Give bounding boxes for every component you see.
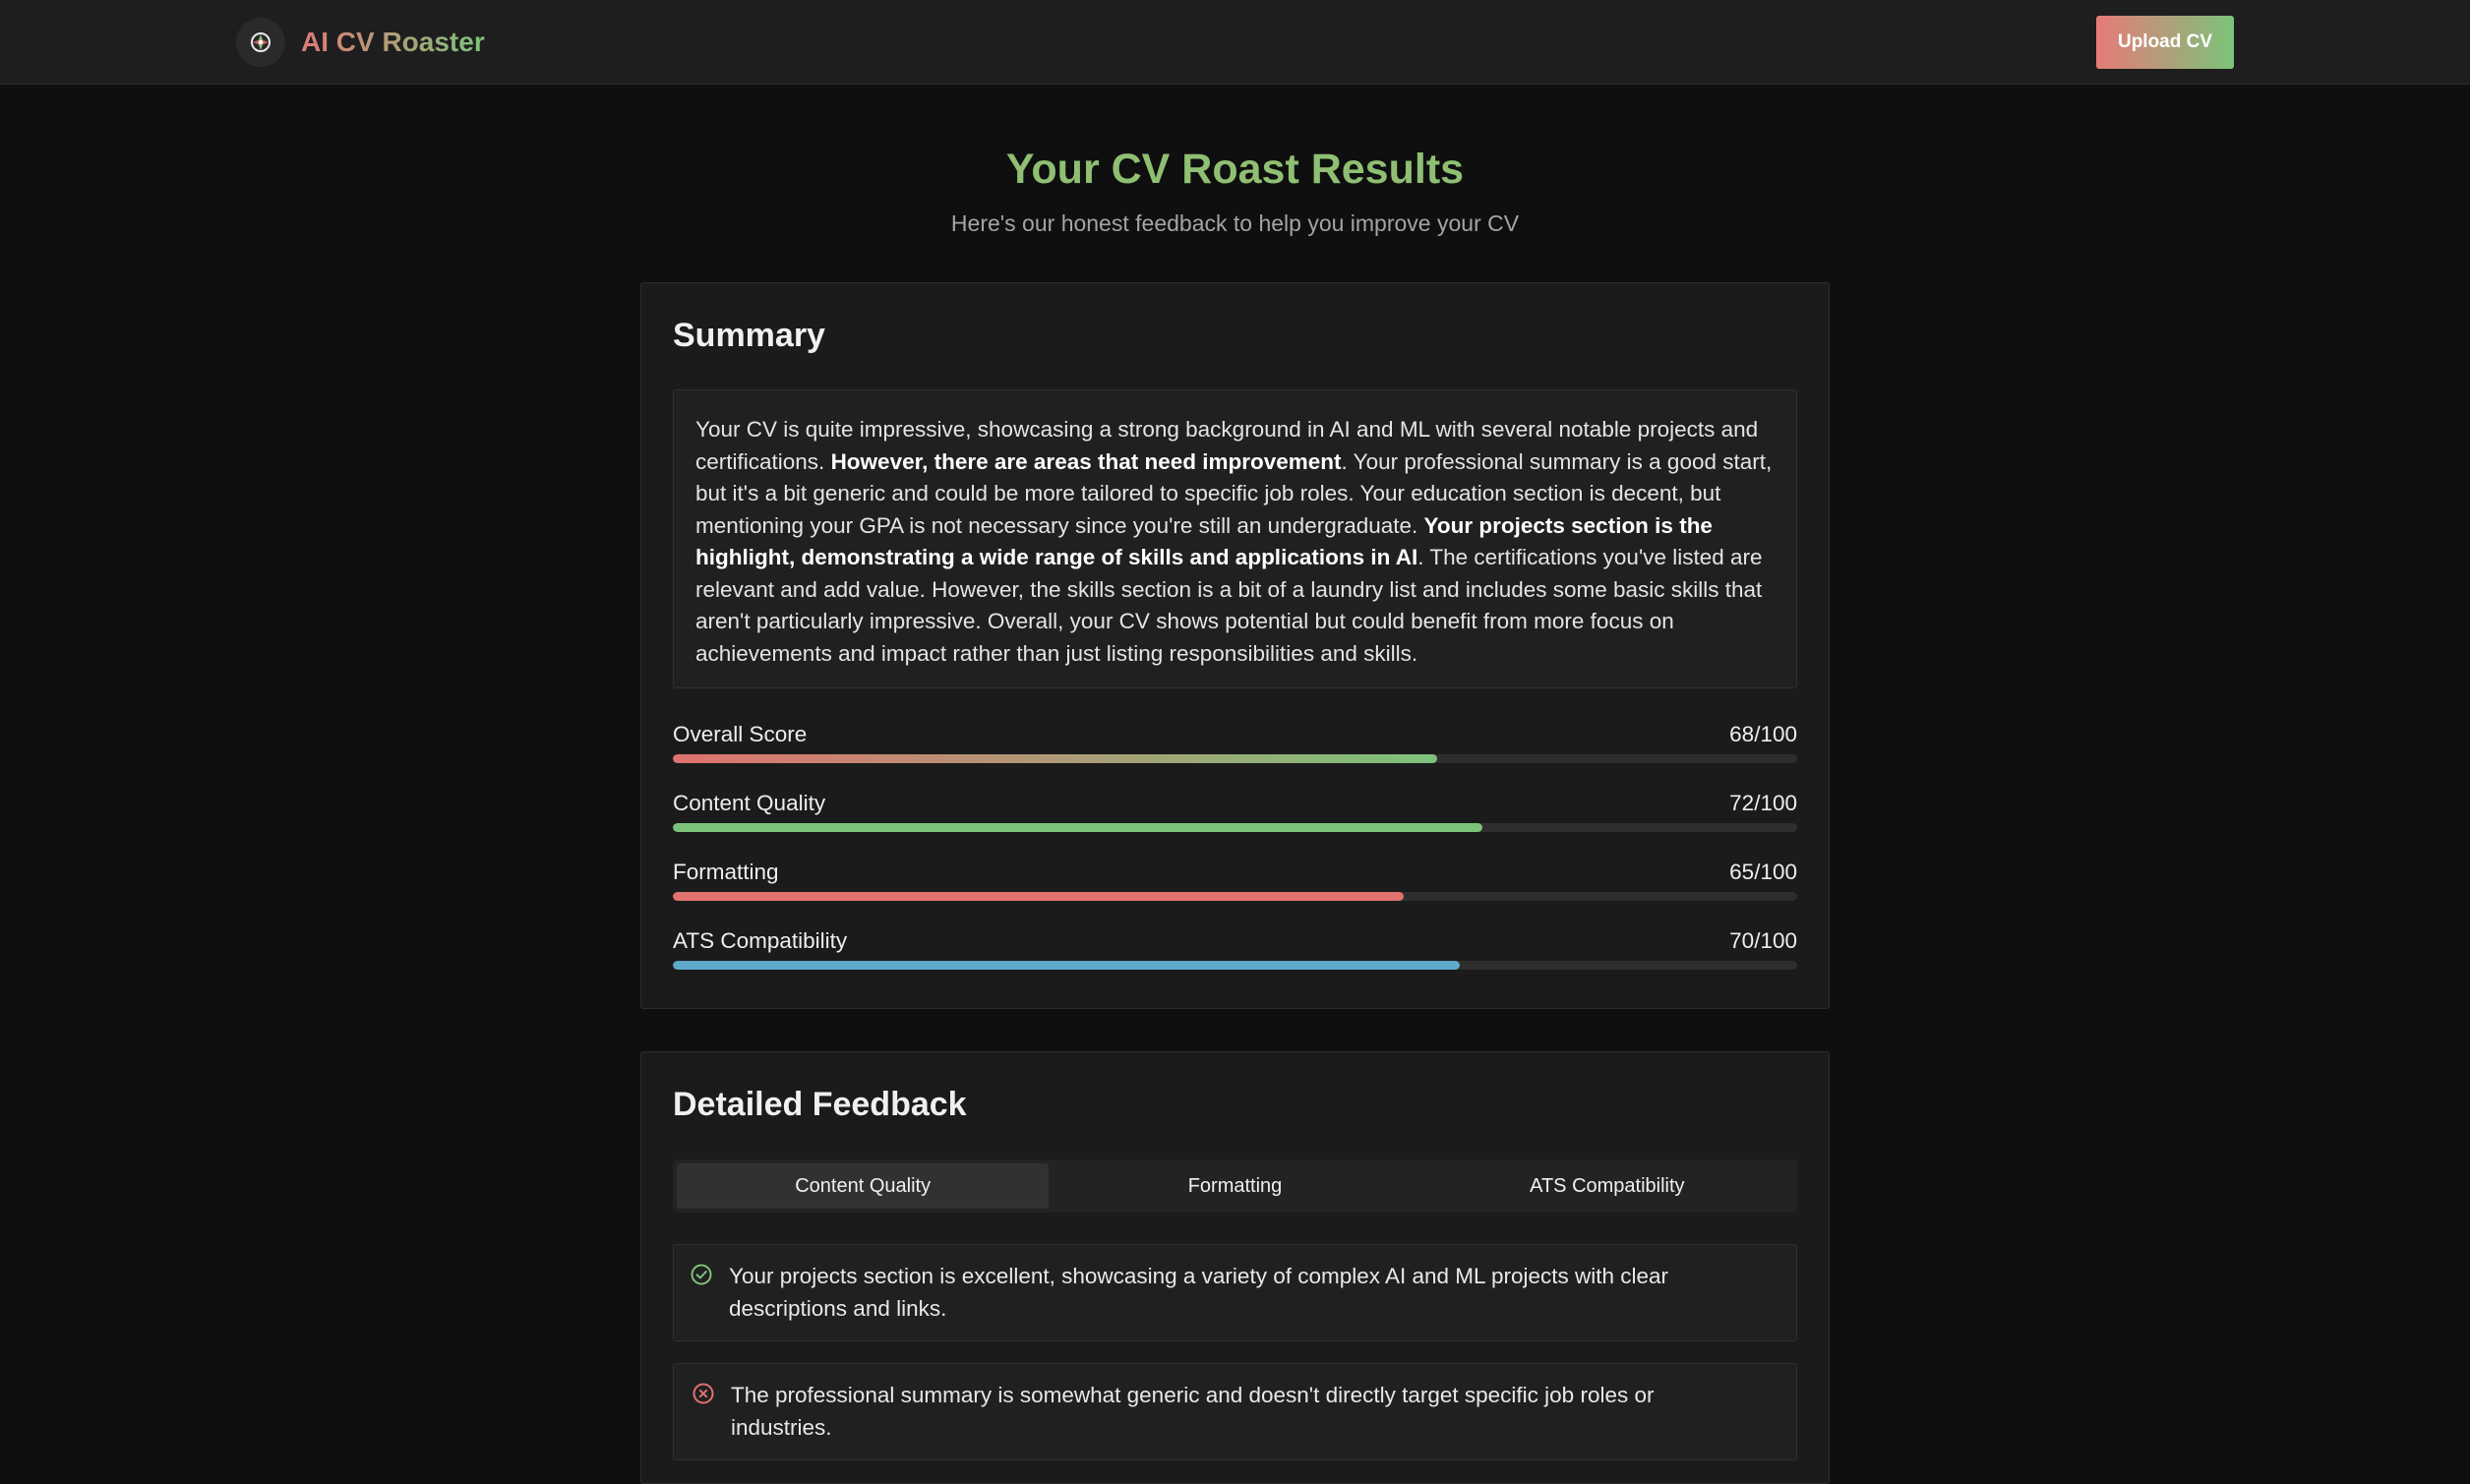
summary-text-part: Your CV is quite impressive, showcasing a strong background in AI and ML with several notable projects and certifications. [695, 417, 1759, 474]
score-track [673, 823, 1797, 832]
score-fill [673, 754, 1437, 763]
summary-heading: Summary [673, 317, 825, 354]
score-label: Content Quality [673, 791, 826, 815]
score-track [673, 754, 1797, 763]
upload-cv-button[interactable]: Upload CV [2096, 16, 2234, 69]
score-value: 72/100 [1729, 791, 1797, 815]
summary-text [673, 389, 1797, 688]
score-value: 70/100 [1729, 928, 1797, 953]
score-track [673, 892, 1797, 901]
score-label: Formatting [673, 860, 779, 884]
score-content-quality [673, 791, 1797, 830]
score-formatting [673, 860, 1797, 899]
feedback-item [673, 1363, 1797, 1460]
summary-highlight: Your projects section is the highlight, demonstrating a wide range of skills and applications in AI [695, 512, 1713, 569]
feedback-item [673, 1244, 1797, 1341]
score-overall [673, 722, 1797, 761]
x-circle-icon [692, 1382, 715, 1405]
summary-card [640, 282, 1830, 1009]
summary-text-part: . The certifications you've listed are relevant and add value. However, the skills section is a bit of a laundry list and includes some basic skills that aren't particularly impressive. Overall, your CV shows potential but could benefit from more focus on achievements and impact rather than just listing responsibilities and skills. [695, 545, 1763, 666]
detailed-feedback-card [640, 1051, 1830, 1484]
score-fill [673, 892, 1404, 901]
summary-text-part: . Your professional summary is a good start, but it's a bit generic and could be more tailored to specific job roles. Your education section is decent, but mentioning your GPA is not necessary since you're still an undergraduate. [695, 448, 1773, 538]
feedback-text: The professional summary is somewhat generic and doesn't directly target specific job roles or industries. [731, 1383, 1655, 1440]
score-fill [673, 823, 1482, 832]
tab-ats-compatibility[interactable]: ATS Compatibility [1530, 1174, 1685, 1197]
tab-content-quality[interactable]: Content Quality [677, 1163, 1049, 1209]
score-ats-compatibility [673, 928, 1797, 968]
score-label: ATS Compatibility [673, 928, 848, 953]
check-circle-icon [690, 1263, 713, 1286]
page-title: Your CV Roast Results [1005, 146, 1465, 193]
page-subtitle: Here's our honest feedback to help you improve your CV [950, 210, 1520, 236]
feedback-heading: Detailed Feedback [673, 1086, 967, 1123]
brand[interactable] [236, 18, 485, 67]
tab-formatting[interactable]: Formatting [1187, 1174, 1283, 1197]
score-track [673, 961, 1797, 970]
feedback-text: Your projects section is excellent, showcasing a variety of complex AI and ML projects with clear descriptions and links. [729, 1264, 1669, 1321]
score-value: 65/100 [1729, 860, 1797, 884]
app-name: AI CV Roaster [301, 27, 485, 57]
score-label: Overall Score [673, 722, 808, 746]
top-bar [0, 0, 2470, 85]
summary-highlight: However, there are areas that need improvement [830, 448, 1342, 474]
logo-icon [236, 18, 285, 67]
score-value: 68/100 [1729, 722, 1797, 746]
score-fill [673, 961, 1460, 970]
feedback-tabs [673, 1159, 1797, 1213]
